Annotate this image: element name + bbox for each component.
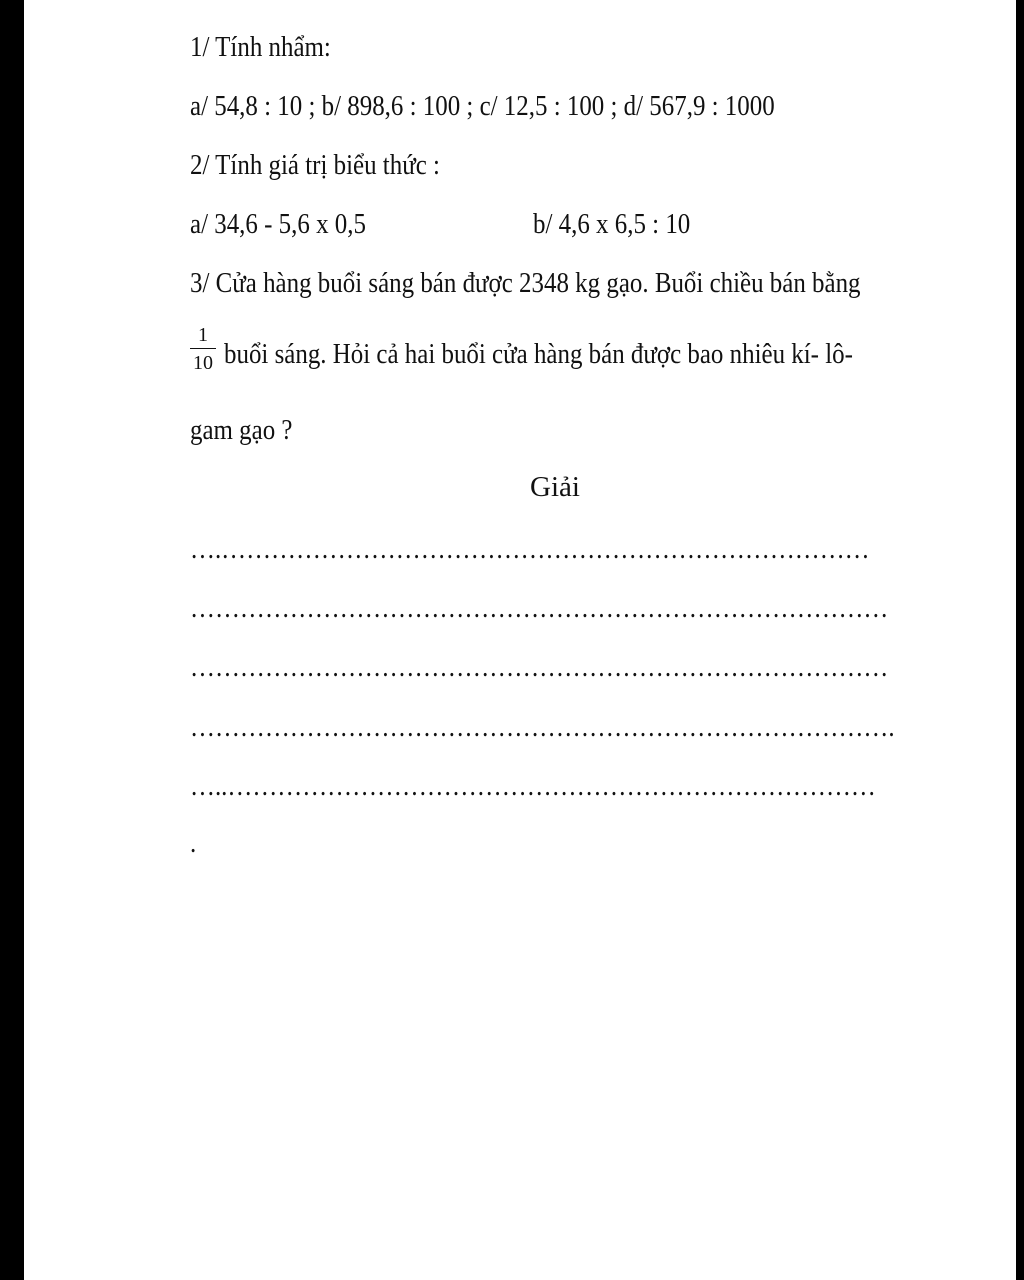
left-black-border bbox=[0, 0, 24, 1280]
answer-line-1: ….…………………………………………………………………… bbox=[190, 533, 870, 565]
fraction-one-tenth bbox=[190, 324, 216, 374]
question-1-items: a/ 54,8 : 10 ; b/ 898,6 : 100 ; c/ 12,5 : 100 ; d/ 567,9 : 1000 bbox=[190, 90, 775, 122]
answer-line-3: ………………………………………………………………………… bbox=[190, 651, 889, 683]
question-3-line-2: buổi sáng. Hỏi cả hai buổi cửa hàng bán được bao nhiêu kí- lô- bbox=[224, 338, 853, 370]
answer-line-2: ………………………………………………………………………… bbox=[190, 592, 889, 624]
question-1-title: 1/ Tính nhẩm: bbox=[190, 31, 331, 63]
answer-line-4: …………………………………………………………………………. bbox=[190, 711, 895, 743]
answer-line-5: …..…………………………………………………………………… bbox=[190, 770, 876, 802]
question-3-line-3: gam gạo ? bbox=[190, 414, 293, 446]
final-dot: . bbox=[190, 827, 197, 859]
question-2-title: 2/ Tính giá trị biểu thức : bbox=[190, 149, 440, 181]
solution-heading: Giải bbox=[530, 471, 580, 503]
question-2-part-a: a/ 34,6 - 5,6 x 0,5 bbox=[190, 208, 366, 240]
fraction-numerator: 1 bbox=[190, 324, 216, 349]
question-3-line-1: 3/ Cửa hàng buổi sáng bán được 2348 kg gạo. Buổi chiều bán bằng bbox=[190, 267, 861, 299]
fraction-denominator: 10 bbox=[193, 352, 213, 374]
question-2-part-b: b/ 4,6 x 6,5 : 10 bbox=[533, 208, 691, 240]
right-black-border bbox=[1016, 0, 1024, 1280]
